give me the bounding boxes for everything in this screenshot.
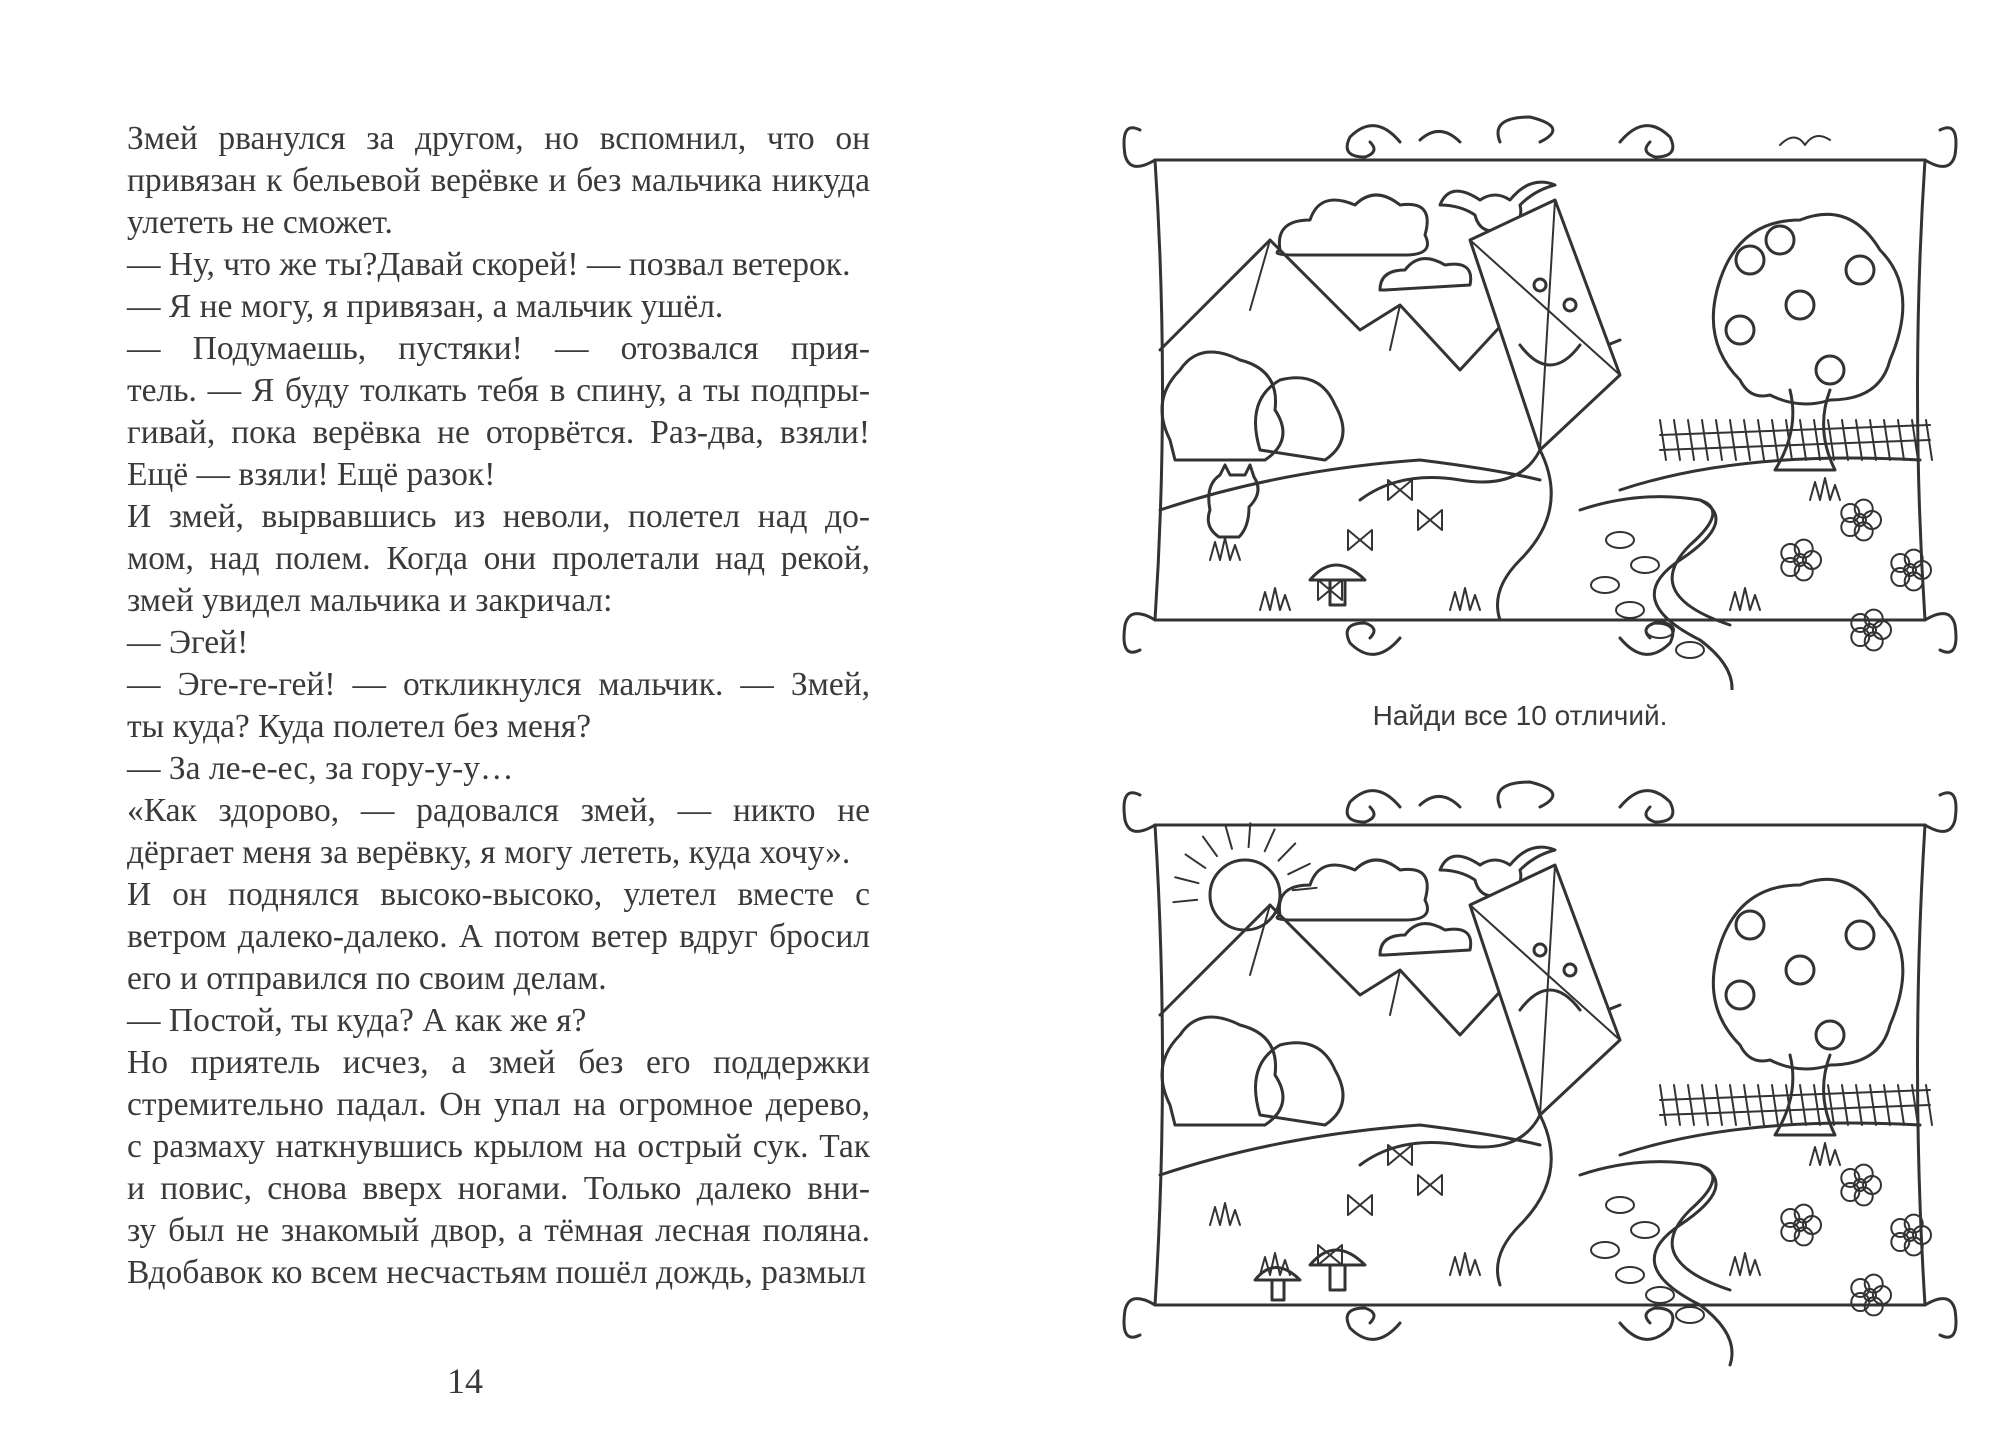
mushroom	[1310, 1250, 1365, 1290]
fence-post	[1702, 1085, 1708, 1125]
fence-post	[1688, 420, 1694, 460]
paragraph	[92, 286, 870, 328]
left-tree	[1162, 352, 1283, 460]
hills	[1160, 1123, 1920, 1175]
grass-tuft	[1450, 1253, 1480, 1275]
tree-apple	[1786, 956, 1814, 984]
text-line: Ещё — взяли! Ещё разок!	[127, 456, 496, 493]
paragraph	[92, 496, 870, 622]
river-stone	[1591, 577, 1619, 593]
fence-post	[1758, 1085, 1764, 1125]
text-line: гивай, пока верёвка не оторвётся. Раз-два, взяли!	[127, 414, 870, 451]
sun-ray	[1279, 843, 1296, 860]
left-tree	[1162, 1017, 1283, 1125]
text-line: — Подумаешь, пустяки! — отозвался прия-	[127, 330, 870, 367]
tree-apple	[1816, 356, 1844, 384]
text-line: — Я не могу, я привязан, а мальчик ушёл.	[127, 288, 724, 325]
grass-tuft	[1210, 538, 1240, 560]
fence-post	[1842, 420, 1848, 460]
text-line: и повис, снова вверх ногами. Только далеко вни-	[127, 1170, 870, 1207]
river-stone	[1631, 557, 1659, 573]
text-line: Вдобавок ко всем несчастьям пошёл дождь, размыл	[127, 1254, 866, 1291]
river-stone	[1606, 532, 1634, 548]
fence-post	[1674, 420, 1680, 460]
fence-post	[1814, 1085, 1820, 1125]
kite	[1470, 200, 1620, 450]
frame-top-ornament	[1347, 782, 1673, 822]
sun-ray	[1249, 823, 1251, 847]
tree-apple	[1766, 226, 1794, 254]
paragraph	[92, 1042, 870, 1294]
cloud	[1380, 259, 1471, 290]
fence-post	[1744, 420, 1750, 460]
text-line: И он поднялся высоко-высоко, улетел вместе с	[127, 876, 870, 913]
fence-post	[1660, 420, 1666, 460]
tree-apple	[1726, 981, 1754, 1009]
fence-rail	[1660, 440, 1930, 450]
paragraph	[92, 118, 870, 244]
tree-apple	[1846, 921, 1874, 949]
text-line: привязан к бельевой верёвке и без мальчика никуда	[127, 162, 870, 199]
tree-apple	[1726, 316, 1754, 344]
fence-post	[1814, 420, 1820, 460]
river-stone	[1676, 1307, 1704, 1323]
bottom-picture	[1100, 755, 1980, 1375]
sun-ray	[1175, 877, 1198, 883]
sun-ray	[1225, 826, 1232, 849]
fence-post	[1856, 1085, 1862, 1125]
tail-bow	[1388, 1145, 1412, 1165]
text-line: с размаху наткнувшись крылом на острый сук. Так	[127, 1128, 870, 1165]
text-line: — Постой, ты куда? А как же я?	[127, 1002, 587, 1039]
text-line: ветром далеко-далеко. А потом ветер вдруг бросил	[127, 918, 870, 955]
grass-tuft	[1730, 588, 1760, 610]
fence-rail	[1660, 1090, 1930, 1100]
fence-post	[1716, 420, 1722, 460]
river-stone	[1676, 642, 1704, 658]
fence-post	[1856, 420, 1862, 460]
paragraph	[92, 328, 870, 496]
river-stone	[1591, 1242, 1619, 1258]
cat	[1208, 465, 1258, 537]
text-line: ты куда? Куда полетел без меня?	[127, 708, 592, 745]
grass-tuft	[1210, 1203, 1240, 1225]
text-line: тель. — Я буду толкать тебя в спину, а ты подпры-	[127, 372, 870, 409]
tree-apple	[1736, 246, 1764, 274]
paragraph	[92, 664, 870, 748]
paragraph	[92, 874, 870, 1000]
puzzle-caption: Найди все 10 отличий.	[1372, 700, 1668, 731]
paragraph	[92, 748, 870, 790]
fence-post	[1772, 420, 1778, 460]
sun-ray	[1186, 854, 1206, 868]
tree-apple	[1846, 256, 1874, 284]
text-line: зу был не знакомый двор, а тёмная лесная поляна.	[127, 1212, 870, 1249]
text-line: — За ле-е-ес, за гору-у-у…	[127, 750, 514, 787]
river-stone	[1616, 1267, 1644, 1283]
text-line: — Ну, что же ты?Давай скорей! — позвал ветерок.	[127, 246, 851, 283]
text-line: — Эге-ге-гей! — откликнулся мальчик. — Змей,	[127, 666, 870, 703]
sun	[1210, 860, 1280, 930]
tail-bow	[1348, 1195, 1372, 1215]
fence-post	[1772, 1085, 1778, 1125]
fence-post	[1870, 420, 1876, 460]
paragraph	[92, 790, 870, 874]
fence-rail	[1660, 1105, 1930, 1115]
grass-tuft	[1450, 588, 1480, 610]
cloud	[1277, 195, 1427, 255]
grass-tuft	[1730, 1253, 1760, 1275]
fence-post	[1674, 1085, 1680, 1125]
fence-post	[1716, 1085, 1722, 1125]
fence-post	[1660, 1085, 1666, 1125]
fence-post	[1758, 420, 1764, 460]
fence-rail	[1660, 425, 1930, 435]
text-line: змей увидел мальчика и закричал:	[127, 582, 613, 619]
river	[1580, 1162, 1732, 1365]
text-line: — Эгей!	[127, 624, 249, 661]
sun-ray	[1288, 864, 1310, 874]
river-stone	[1606, 1197, 1634, 1213]
frame-top-ornament	[1347, 117, 1673, 157]
fence-post	[1842, 1085, 1848, 1125]
frame-bottom-ornament	[1347, 1308, 1673, 1339]
page-number: 14	[447, 1361, 483, 1401]
fence-post	[1730, 420, 1736, 460]
fence-post	[1730, 1085, 1736, 1125]
tree-apple	[1816, 1021, 1844, 1049]
tree-apple	[1786, 291, 1814, 319]
paragraph	[92, 244, 870, 286]
top-picture	[1100, 90, 1980, 690]
text-line: его и отправился по своим делам.	[127, 960, 607, 997]
fence-post	[1688, 1085, 1694, 1125]
fence-post	[1800, 420, 1806, 460]
hills	[1160, 458, 1920, 510]
text-line: стремительно падал. Он упал на огромное дерево,	[127, 1086, 870, 1123]
right-tree	[1713, 879, 1903, 1069]
fence-post	[1744, 1085, 1750, 1125]
sun-ray	[1203, 837, 1217, 856]
grass-tuft	[1810, 478, 1840, 500]
frame-bottom-ornament	[1347, 623, 1673, 654]
sun-ray	[1293, 888, 1317, 890]
river-stone	[1631, 1222, 1659, 1238]
tail-bow	[1388, 480, 1412, 500]
text-line: Но приятель исчез, а змей без его поддержки	[127, 1044, 870, 1081]
paragraph	[92, 1000, 870, 1042]
grass-tuft	[1260, 588, 1290, 610]
text-line: И змей, вырвавшись из неволи, полетел над до-	[127, 498, 870, 535]
river-stone	[1616, 602, 1644, 618]
sun-ray	[1265, 829, 1275, 851]
text-line: Змей рванулся за другом, но вспомнил, что он	[127, 120, 870, 157]
tail-bow	[1418, 1175, 1442, 1195]
text-line: улететь не сможет.	[127, 204, 393, 241]
left-tree	[1256, 1043, 1344, 1125]
seagull	[1780, 136, 1830, 145]
paragraph	[92, 622, 870, 664]
grass-tuft	[1810, 1143, 1840, 1165]
cloud	[1380, 924, 1471, 955]
tail-bow	[1348, 530, 1372, 550]
fence-post	[1870, 1085, 1876, 1125]
text-line: дёргает меня за верёвку, я могу лететь, куда хочу».	[127, 834, 851, 871]
fence-post	[1800, 1085, 1806, 1125]
text-line: мом, над полем. Когда они пролетали над рекой,	[127, 540, 870, 577]
tail-bow	[1418, 510, 1442, 530]
fence-post	[1702, 420, 1708, 460]
tree-apple	[1736, 911, 1764, 939]
text-line: «Как здорово, — радовался змей, — никто не	[127, 792, 870, 829]
sun-ray	[1173, 900, 1197, 902]
river-stone	[1646, 1287, 1674, 1303]
right-tree	[1713, 214, 1903, 404]
left-tree	[1256, 378, 1344, 460]
